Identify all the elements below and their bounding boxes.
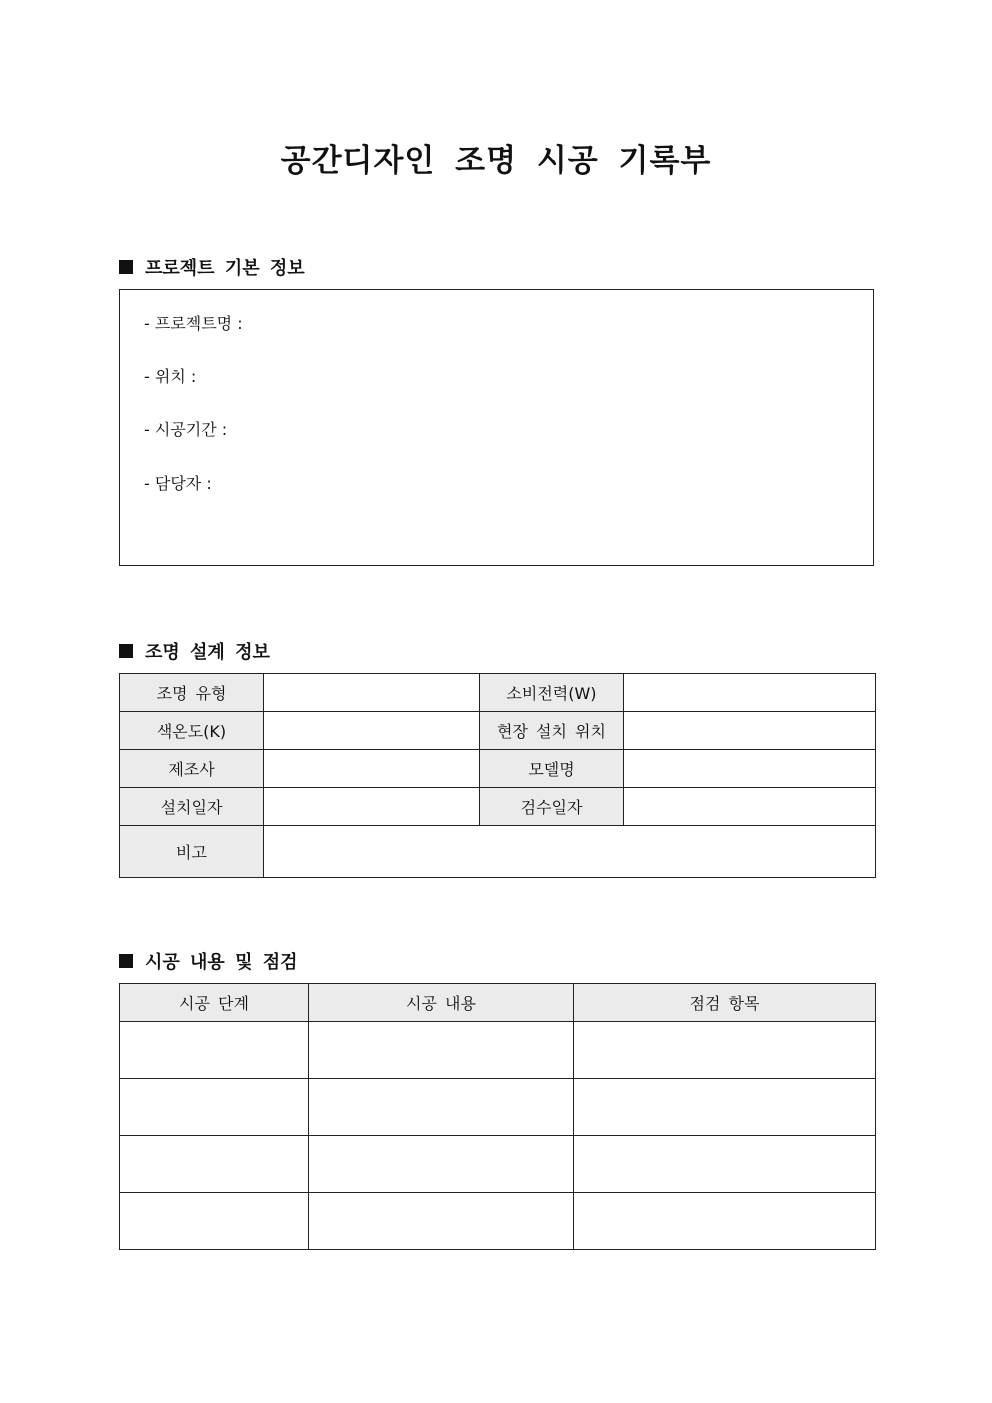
table-row <box>120 1022 876 1079</box>
stage-cell[interactable] <box>120 1136 309 1193</box>
label-cell: 비고 <box>120 826 264 878</box>
manufacturer-field[interactable] <box>264 750 480 788</box>
power-consumption-field[interactable] <box>624 674 876 712</box>
notes-field[interactable] <box>264 826 876 878</box>
label-cell: 모델명 <box>480 750 624 788</box>
square-bullet-icon <box>119 260 133 274</box>
table-row <box>120 1136 876 1193</box>
column-header: 점검 항목 <box>574 984 876 1022</box>
label-cell: 소비전력(W) <box>480 674 624 712</box>
project-name-line: - 프로젝트명 : <box>144 314 243 333</box>
construction-period-line: - 시공기간 : <box>144 420 228 439</box>
section-heading-work <box>119 948 298 974</box>
basic-info-box <box>119 289 874 566</box>
install-location-field[interactable] <box>624 712 876 750</box>
label-cell: 색온도(K) <box>120 712 264 750</box>
table-row <box>120 712 876 750</box>
label-cell: 검수일자 <box>480 788 624 826</box>
square-bullet-icon <box>119 954 133 968</box>
section-heading-basic <box>119 254 305 280</box>
section-heading-design <box>119 638 270 664</box>
stage-cell[interactable] <box>120 1193 309 1250</box>
color-temperature-field[interactable] <box>264 712 480 750</box>
square-bullet-icon <box>119 644 133 658</box>
content-cell[interactable] <box>309 1079 574 1136</box>
table-row <box>120 1079 876 1136</box>
column-header: 시공 내용 <box>309 984 574 1022</box>
column-header: 시공 단계 <box>120 984 309 1022</box>
inspection-date-field[interactable] <box>624 788 876 826</box>
label-cell: 제조사 <box>120 750 264 788</box>
section-heading-label: 시공 내용 및 점검 <box>145 952 298 973</box>
install-date-field[interactable] <box>264 788 480 826</box>
section-heading-label: 조명 설계 정보 <box>145 642 270 663</box>
model-name-field[interactable] <box>624 750 876 788</box>
stage-cell[interactable] <box>120 1022 309 1079</box>
content-cell[interactable] <box>309 1193 574 1250</box>
lighting-type-field[interactable] <box>264 674 480 712</box>
manager-line: - 담당자 : <box>144 474 212 493</box>
label-cell: 현장 설치 위치 <box>480 712 624 750</box>
stage-cell[interactable] <box>120 1079 309 1136</box>
construction-check-table <box>119 983 876 1250</box>
table-row <box>120 788 876 826</box>
label-cell: 설치일자 <box>120 788 264 826</box>
check-item-cell[interactable] <box>574 1022 876 1079</box>
label-cell: 조명 유형 <box>120 674 264 712</box>
document-title: 공간디자인 조명 시공 기록부 <box>280 143 712 179</box>
content-cell[interactable] <box>309 1022 574 1079</box>
table-row <box>120 1193 876 1250</box>
content-cell[interactable] <box>309 1136 574 1193</box>
table-row <box>120 674 876 712</box>
location-line: - 위치 : <box>144 367 197 386</box>
check-item-cell[interactable] <box>574 1136 876 1193</box>
table-row <box>120 826 876 878</box>
section-heading-label: 프로젝트 기본 정보 <box>145 258 305 279</box>
check-item-cell[interactable] <box>574 1079 876 1136</box>
table-header-row <box>120 984 876 1022</box>
table-row <box>120 750 876 788</box>
check-item-cell[interactable] <box>574 1193 876 1250</box>
lighting-design-table <box>119 673 876 878</box>
